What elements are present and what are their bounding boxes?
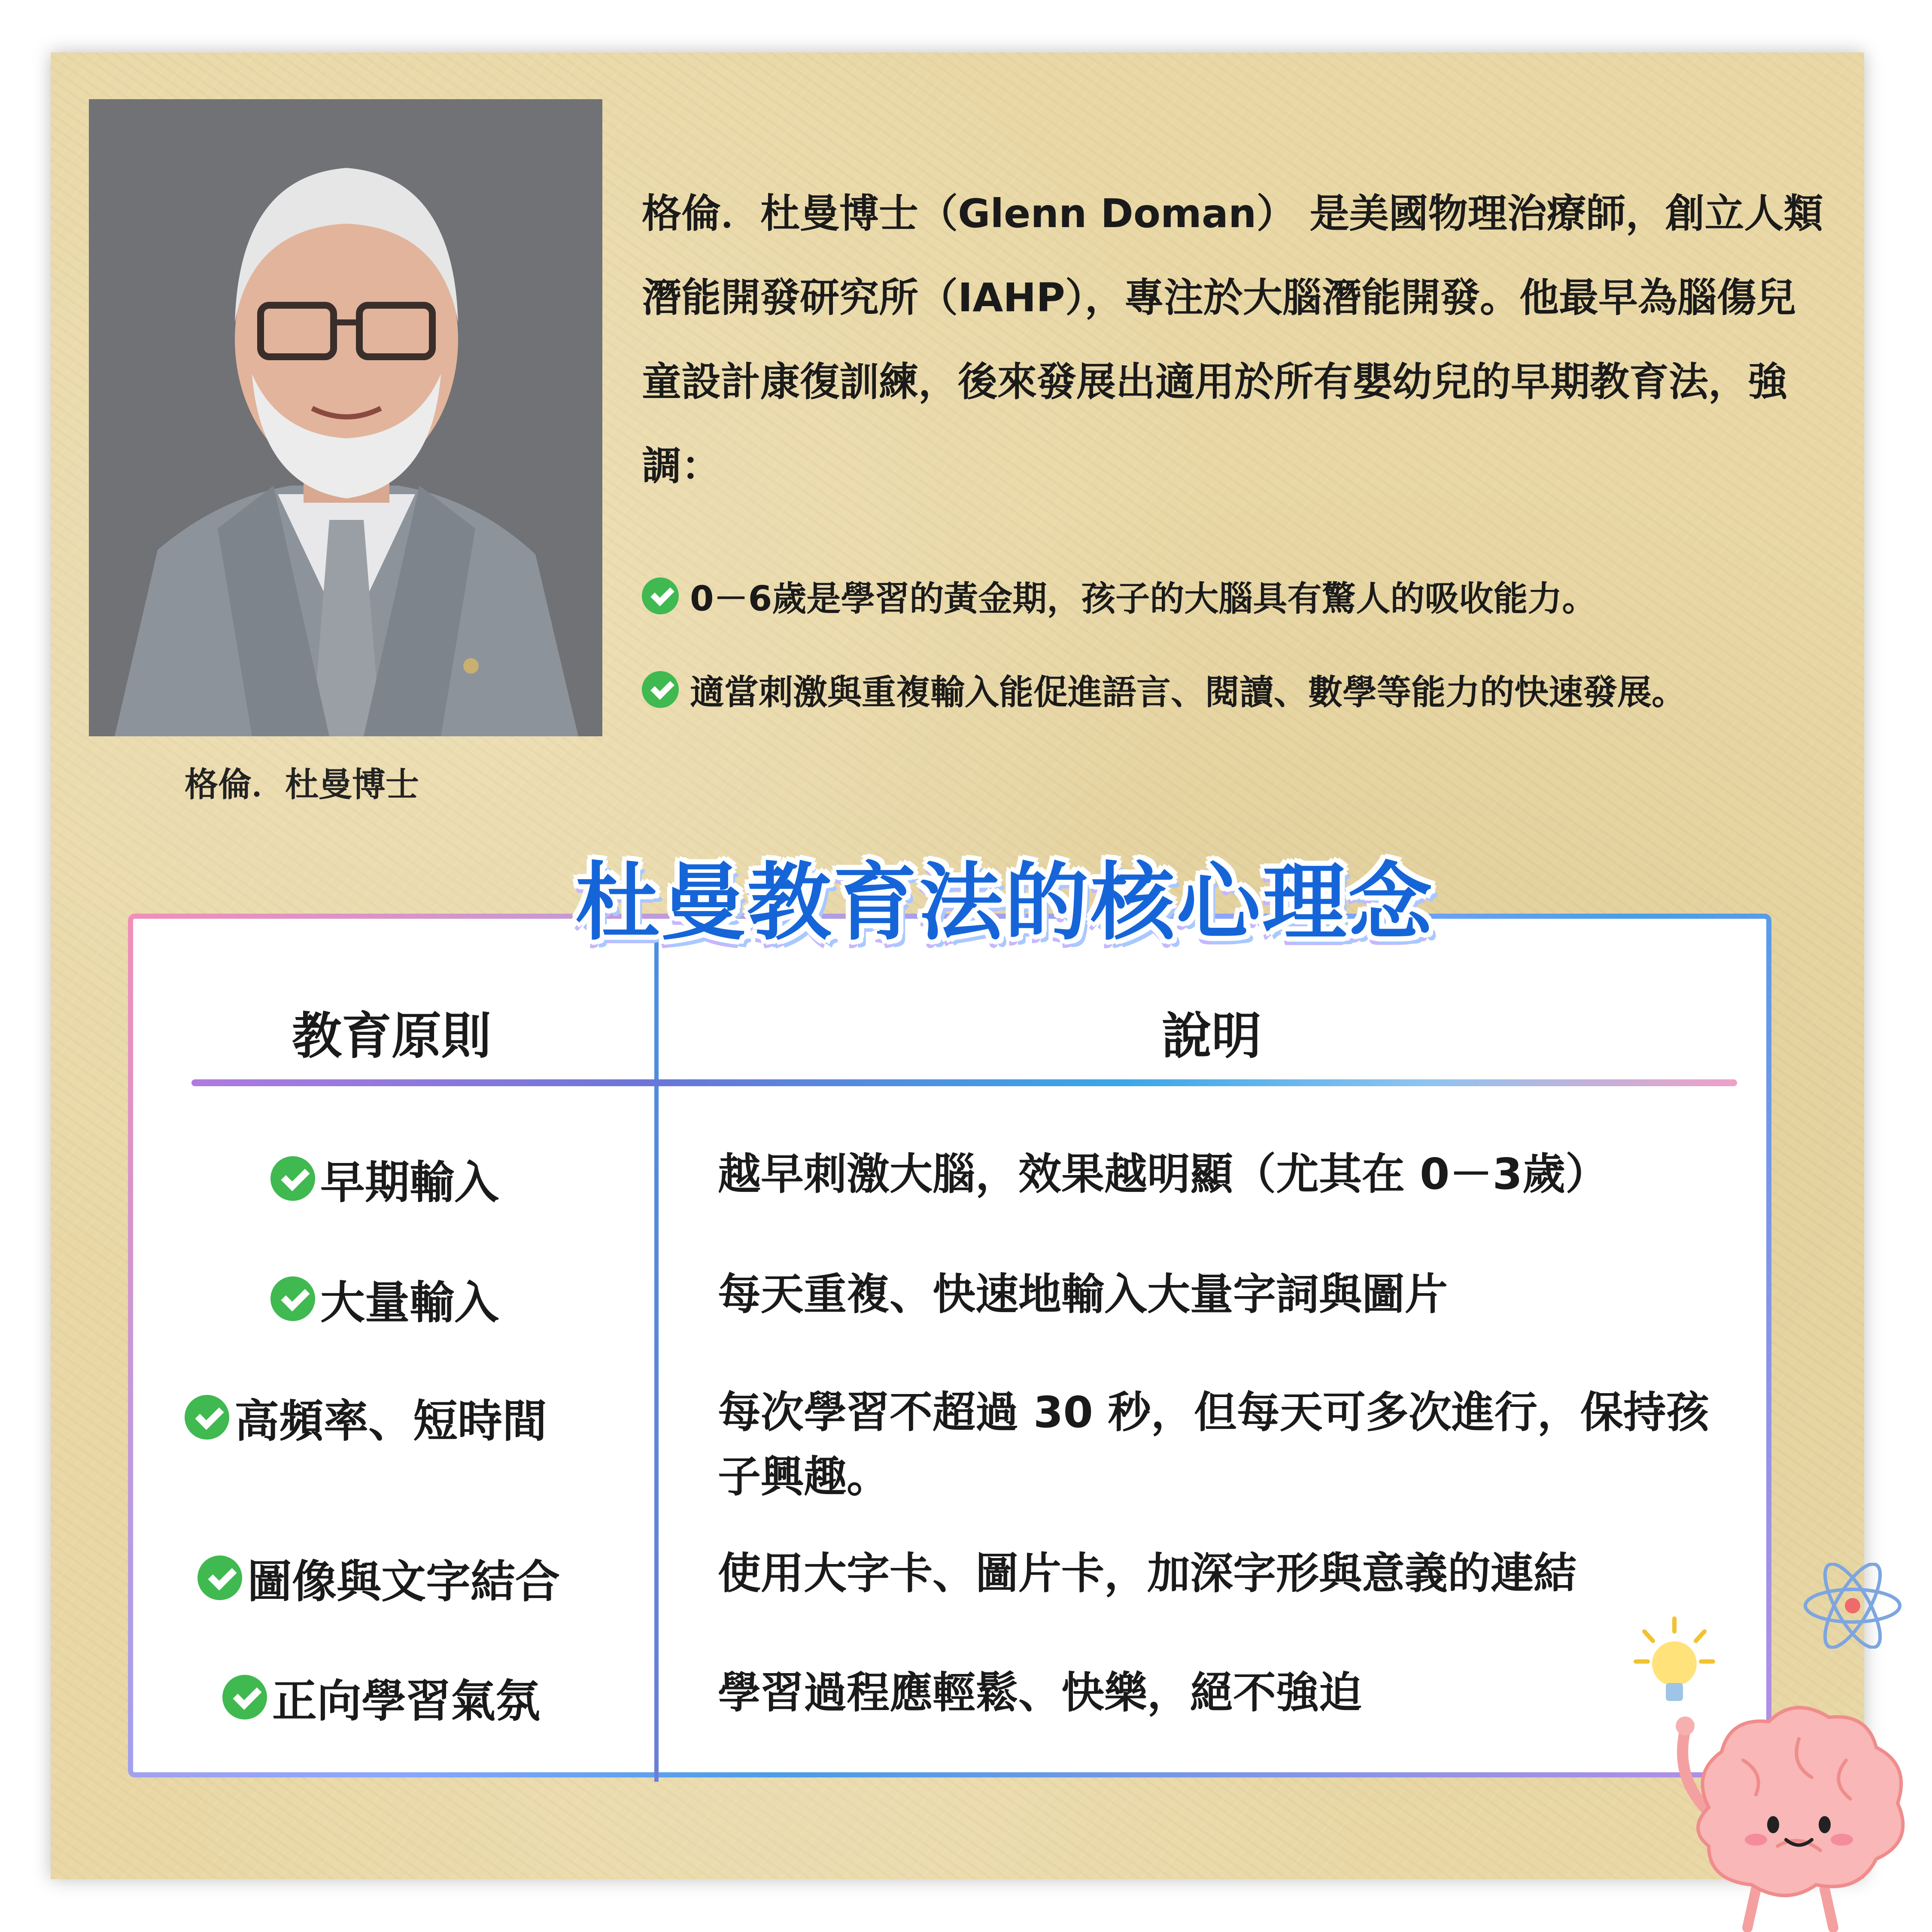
header-underline [191,1079,1737,1086]
check-circle-icon [270,1156,315,1201]
principle-label: 高頻率、短時間 [234,1395,547,1447]
check-circle-icon [197,1555,242,1600]
brain-mascot-icon [1644,1666,1928,1932]
table-row-description: 越早刺激大腦，效果越明顯（尤其在 0－3歲） [718,1149,1608,1199]
principle-label: 圖像與文字結合 [247,1555,560,1608]
check-circle-icon [642,577,679,614]
intro-bullet [642,571,1596,620]
table-row-principle [185,1385,547,1449]
table-row-description: 每天重複、快速地輸入大量字詞與圖片 [718,1269,1448,1319]
atom-icon [1797,1563,1908,1649]
column-divider [654,940,659,1782]
principle-label: 早期輸入 [320,1156,499,1209]
table-row-principle [270,1267,499,1331]
portrait-photo [89,99,602,736]
section-title: 杜曼教育法的核心理念 [575,854,1434,952]
table-row-principle [197,1546,560,1610]
table-row-principle [222,1665,540,1729]
check-circle-icon [222,1675,267,1719]
check-circle-icon [270,1276,315,1321]
intro-bullet-text: 適當刺激與重複輸入能促進語言、閱讀、數學等能力的快速發展。 [690,672,1686,712]
check-circle-icon [642,671,679,708]
check-circle-icon [185,1395,229,1440]
portrait-caption: 格倫．杜曼博士 [185,766,419,804]
intro-bullet-text: 0－6歲是學習的黃金期，孩子的大腦具有驚人的吸收能力。 [690,579,1597,619]
table-row-principle [270,1146,499,1211]
table-row-description: 使用大字卡、圖片卡，加深字形與意義的連結 [718,1548,1577,1598]
table-header-description: 說明 [1162,1007,1261,1065]
intro-paragraph: 格倫．杜曼博士（Glenn Doman） 是美國物理治療師，創立人類潛能開發研究所（IAHP），專注於大腦潛能開發。他最早為腦傷兒童設計康復訓練，後來發展出適用於所有嬰幼兒的早期教育法，強調： [642,191,1823,489]
table-header-principle: 教育原則 [292,1007,491,1065]
table-row-description: 每次學習不超過 30 秒，但每天可多次進行，保持孩子興趣。 [718,1387,1709,1502]
principle-label: 正向學習氣氛 [272,1675,541,1727]
table-row-description: 學習過程應輕鬆、快樂，絕不強迫 [718,1668,1362,1718]
intro-bullet [642,665,1686,714]
principle-label: 大量輸入 [320,1276,499,1329]
